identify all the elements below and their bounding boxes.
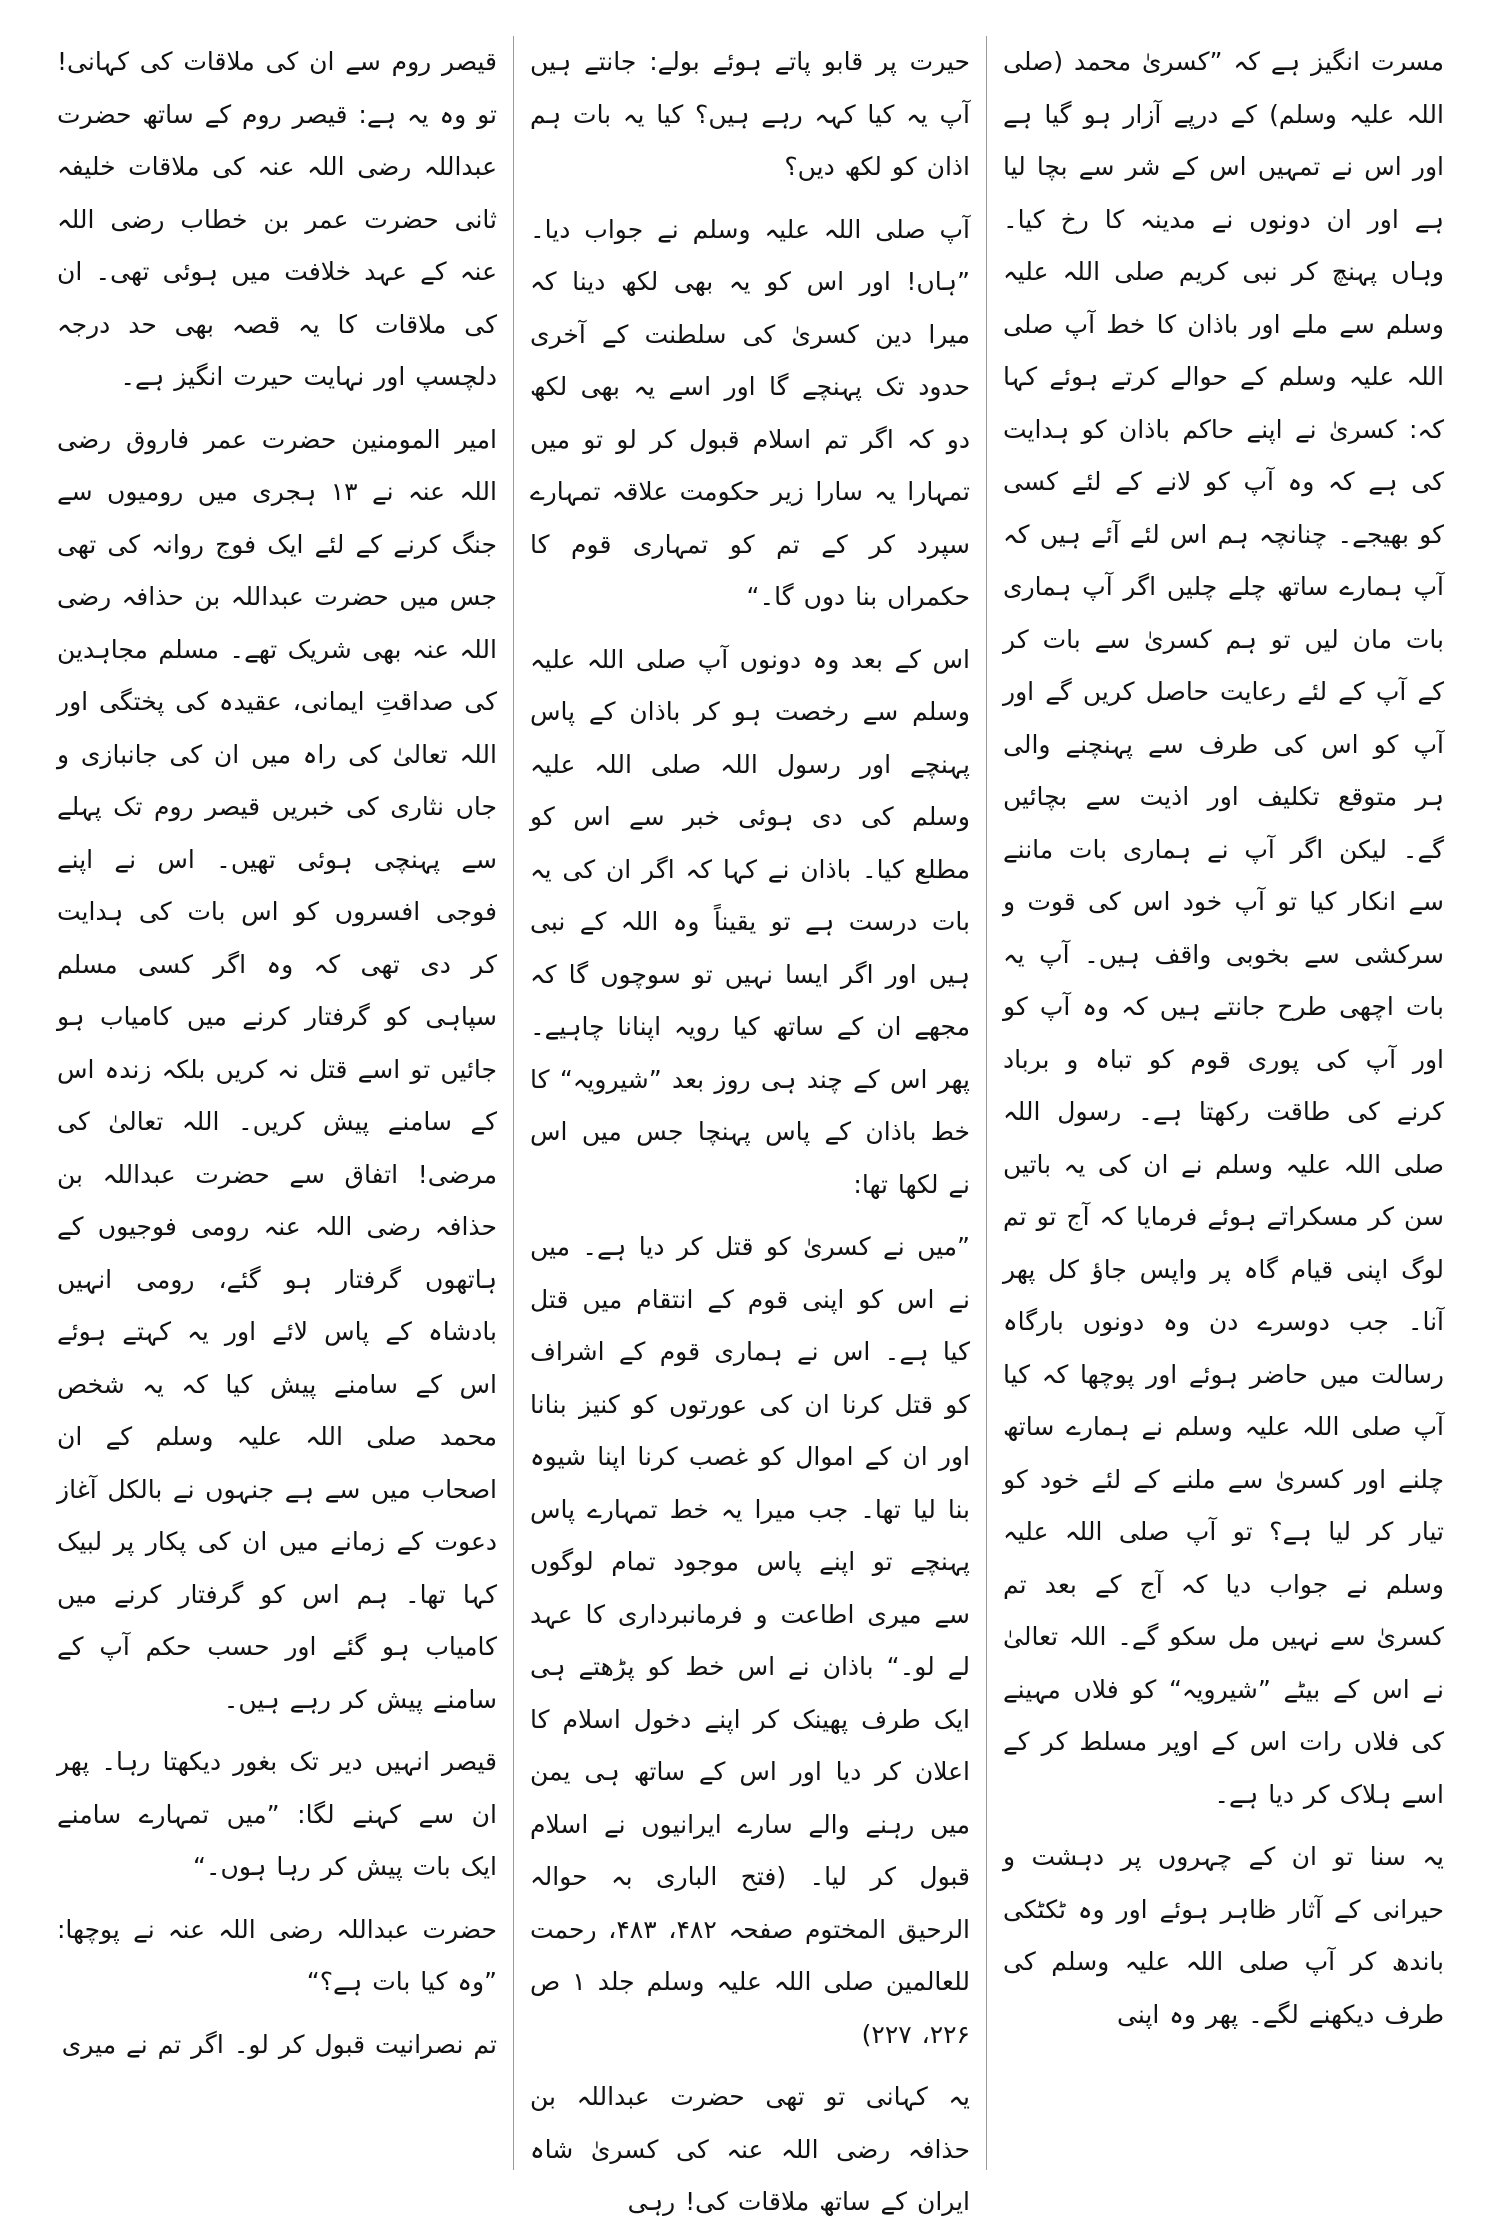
paragraph: امیر المومنین حضرت عمر فاروق رضی اللہ عنہ نے ۱۳ ہجری میں رومیوں سے جنگ کرنے کے لئے ایک فوج روانہ کی تھی جس میں حضرت عبداللہ بن حذافہ رضی اللہ عنہ بھی شریک تھے۔ مسلم مجاہدین کی صداقتِ ایمانی، عقیدہ کی پختگی اور اللہ تعالیٰ کی راہ میں ان کی جانبازی و جاں نثاری کی خبریں قیصر روم تک پہلے سے پہنچی ہوئی تھیں۔ اس نے اپنے فوجی افسروں کو اس بات کی ہدایت کر دی تھی کہ وہ اگر کسی مسلم سپاہی کو گرفتار کرنے میں کامیاب ہو جائیں تو اسے قتل نہ کریں بلکہ زندہ اس کے سامنے پیش کریں۔ اللہ تعالیٰ کی مرضی! اتفاق سے حضرت عبداللہ بن حذافہ رضی اللہ عنہ رومی فوجیوں کے ہاتھوں گرفتار ہو گئے، رومی انہیں بادشاہ کے پاس لائے اور یہ کہتے ہوئے اس کے سامنے پیش کیا کہ یہ شخص محمد صلی اللہ علیہ وسلم کے ان اصحاب میں سے ہے جنہوں نے بالکل آغاز دعوت کے زمانے میں ان کی پکار پر لبیک کہا تھا۔ ہم اس کو گرفتار کرنے میں کامیاب ہو گئے اور حسب حکم آپ کے سامنے پیش کر رہے ہیں۔ [57,424,497,1714]
column-right [987,36,1460,2170]
paragraph: تم نصرانیت قبول کر لو۔ اگر تم نے میری [61,2029,497,2059]
paragraph: قیصر انہیں دیر تک بغور دیکھتا رہا۔ پھر ان سے کہنے لگا: ”میں تمہارے سامنے ایک بات پیش کر رہا ہوں۔“ [57,1747,497,1881]
paragraph: حیرت پر قابو پاتے ہوئے بولے: جانتے ہیں آپ یہ کیا کہہ رہے ہیں؟ کیا یہ بات ہم اذان کو لکھ دیں؟ [530,47,970,181]
paragraph: یہ سنا تو ان کے چہروں پر دہشت و حیرانی کے آثار ظاہر ہوئے اور وہ ٹکٹکی باندھ کر آپ صلی اللہ علیہ وسلم کی طرف دیکھنے لگے۔ پھر وہ اپنی [1003,1842,1444,2029]
paragraph: اس کے بعد وہ دونوں آپ صلی اللہ علیہ وسلم سے رخصت ہو کر باذان کے پاس پہنچے اور رسول اللہ صلی اللہ علیہ وسلم کی دی ہوئی خبر سے اس کو مطلع کیا۔ باذان نے کہا کہ اگر ان کی یہ بات درست ہے تو یقیناً وہ اللہ کے نبی ہیں اور اگر ایسا نہیں تو سوچوں گا کہ مجھے ان کے ساتھ کیا رویہ اپنانا چاہیے۔ پھر اس کے چند ہی روز بعد ”شیرویہ“ کا خط باذان کے پاس پہنچا جس میں اس نے لکھا تھا: [530,644,970,1199]
paragraph: یہ کہانی تو تھی حضرت عبداللہ بن حذافہ رضی اللہ عنہ کی کسریٰ شاہ ایران کے ساتھ ملاقات کی! رہی [530,2082,970,2216]
column-middle [514,36,987,2216]
paragraph: مسرت انگیز ہے کہ ”کسریٰ محمد (صلی اللہ علیہ وسلم) کے درپے آزار ہو گیا ہے اور اس نے تمہیں اس کے شر سے بچا لیا ہے اور ان دونوں نے مدینہ کا رخ کیا۔ وہاں پہنچ کر نبی کریم صلی اللہ علیہ وسلم سے ملے اور باذان کا خط آپ صلی اللہ علیہ وسلم کے حوالے کرتے ہوئے کہا کہ: کسریٰ نے اپنے حاکم باذان کو ہدایت کی ہے کہ وہ آپ کو لانے کے لئے کسی کو بھیجے۔ چنانچہ ہم اس لئے آئے ہیں کہ آپ ہمارے ساتھ چلے چلیں اگر آپ ہماری بات مان لیں تو ہم کسریٰ سے بات کر کے آپ کے لئے رعایت حاصل کریں گے اور آپ کو اس کی طرف سے پہنچنے والی ہر متوقع تکلیف اور اذیت سے بچائیں گے۔ لیکن اگر آپ نے ہماری بات ماننے سے انکار کیا تو آپ خود اس کی قوت و سرکشی سے بخوبی واقف ہیں۔ آپ یہ بات اچھی طرح جانتے ہیں کہ وہ آپ کو اور آپ کی پوری قوم کو تباہ و برباد کرنے کی طاقت رکھتا ہے۔ رسول اللہ صلی اللہ علیہ وسلم نے ان کی یہ باتیں سن کر مسکراتے ہوئے فرمایا کہ آج تو تم لوگ اپنی قیام گاہ پر واپس جاؤ کل پھر آنا۔ جب دوسرے دن وہ دونوں بارگاہ رسالت میں حاضر ہوئے اور پوچھا کہ کیا آپ صلی اللہ علیہ وسلم نے ہمارے ساتھ چلنے اور کسریٰ سے ملنے کے لئے خود کو تیار کر لیا ہے؟ تو آپ صلی اللہ علیہ وسلم نے جواب دیا کہ آج کے بعد تم کسریٰ سے نہیں مل سکو گے۔ اللہ تعالیٰ نے اس کے بیٹے ”شیرویہ“ کو فلاں مہینے کی فلاں رات اس کے اوپر مسلط کر کے اسے ہلاک کر دیا ہے۔ [1003,47,1444,1809]
paragraph: حضرت عبداللہ رضی اللہ عنہ نے پوچھا: ”وہ کیا بات ہے؟“ [57,1914,497,1996]
column-left [41,36,514,2170]
paragraph: قیصر روم سے ان کی ملاقات کی کہانی! تو وہ یہ ہے: قیصر روم کے ساتھ حضرت عبداللہ رضی اللہ عنہ کی ملاقات خلیفہ ثانی حضرت عمر بن خطاب رضی اللہ عنہ کے عہد خلافت میں ہوئی تھی۔ ان کی ملاقات کا یہ قصہ بھی حد درجہ دلچسپ اور نہایت حیرت انگیز ہے۔ [57,47,497,391]
paragraph: آپ صلی اللہ علیہ وسلم نے جواب دیا۔ ”ہاں! اور اس کو یہ بھی لکھ دینا کہ میرا دین کسریٰ کی سلطنت کے آخری حدود تک پہنچے گا اور اسے یہ بھی لکھ دو کہ اگر تم اسلام قبول کر لو تو میں تمہارا یہ سارا زیر حکومت علاقہ تمہارے سپرد کر کے تم کو تمہاری قوم کا حکمراں بنا دوں گا۔“ [530,214,970,611]
paragraph: ”میں نے کسریٰ کو قتل کر دیا ہے۔ میں نے اس کو اپنی قوم کے انتقام میں قتل کیا ہے۔ اس نے ہماری قوم کے اشراف کو قتل کرنا ان کی عورتوں کو کنیز بنانا اور ان کے اموال کو غصب کرنا اپنا شیوہ بنا لیا تھا۔ جب میرا یہ خط تمہارے پاس پہنچے تو اپنے پاس موجود تمام لوگوں سے میری اطاعت و فرمانبرداری کا عہد لے لو۔“ باذان نے اس خط کو پڑھتے ہی ایک طرف پھینک کر اپنے دخول اسلام کا اعلان کر دیا اور اس کے ساتھ ہی یمن میں رہنے والے سارے ایرانیوں نے اسلام قبول کر لیا۔ (فتح الباری بہ حوالہ الرحیق المختوم صفحہ ۴۸۲، ۴۸۳، رحمت للعالمین صلی اللہ علیہ وسلم جلد ۱ ص ۲۲۶، ۲۲۷) [530,1232,971,2049]
